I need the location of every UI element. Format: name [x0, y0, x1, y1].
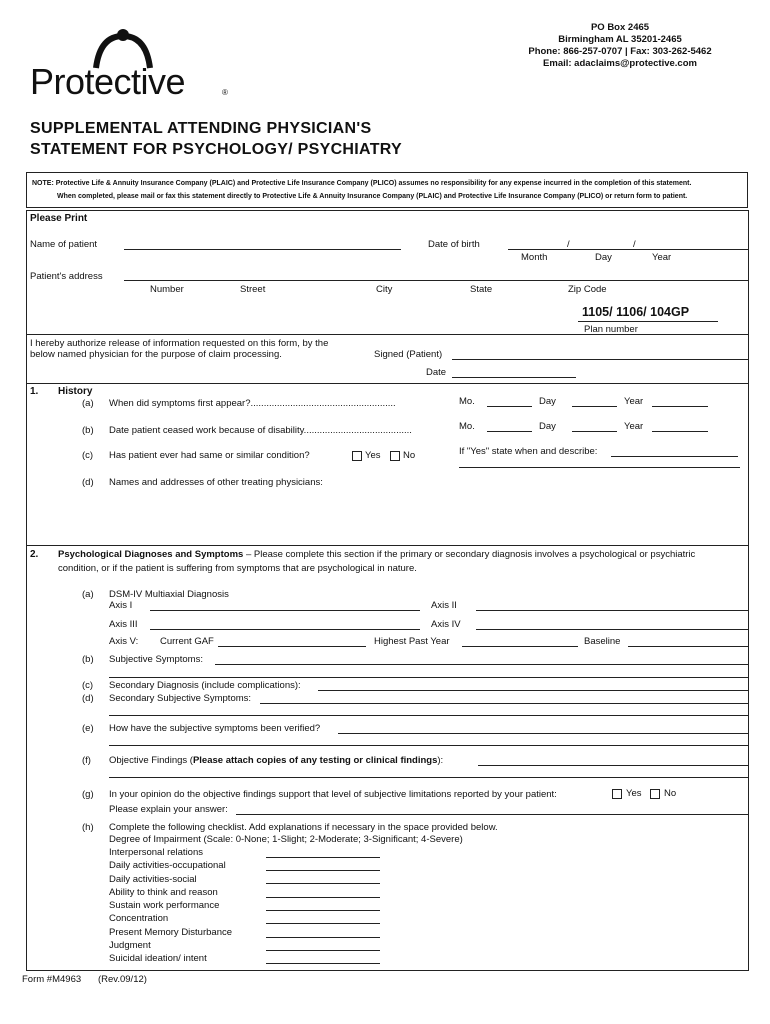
diag-title: Psychological Diagnoses and Symptoms [58, 549, 244, 560]
dob-field[interactable] [508, 249, 748, 250]
history-c-yes-label: Yes [365, 450, 381, 461]
dob-month-caption: Month [521, 252, 548, 263]
axis1-field[interactable] [150, 610, 420, 611]
gaf-label: Current GAF [160, 636, 214, 647]
auth-text-2: below named physician for the purpose of claim processing. [30, 349, 282, 360]
address-phone-fax: Phone: 866-257-0707 | Fax: 303-262-5462 [528, 46, 712, 57]
axis3-field[interactable] [150, 629, 420, 630]
history-title: History [58, 386, 93, 397]
secondary-subjective-label: Secondary Subjective Symptoms: [109, 693, 252, 704]
checklist-items [109, 846, 232, 966]
company-address [520, 22, 720, 70]
secondary-diagnosis-label: Secondary Diagnosis (include complications): [109, 680, 301, 691]
dob-label: Date of birth [428, 239, 480, 250]
opinion-no-label: No [664, 788, 677, 799]
history-b-letter: (b) [82, 425, 94, 436]
subjective-symptoms-field-2[interactable] [109, 677, 748, 678]
axis5-label: Axis V: [109, 636, 139, 647]
plan-code: 1105/ 1106/ 104GP [582, 305, 690, 319]
axis1-label: Axis I [109, 600, 133, 611]
highest-past-year-field[interactable] [462, 646, 578, 647]
address-city: Birmingham AL 35201-2465 [558, 34, 682, 45]
frame-left [26, 210, 27, 970]
history-a-day-field[interactable] [572, 406, 617, 407]
axis2-field[interactable] [476, 610, 748, 611]
plan-number-caption: Plan number [584, 324, 638, 335]
address-zip-caption: Zip Code [568, 284, 607, 295]
history-c-describe-field-1[interactable] [611, 456, 738, 457]
patient-name-label: Name of patient [30, 239, 98, 250]
divider-auth [26, 334, 749, 335]
diag-h-letter: (h) [82, 822, 94, 833]
axis3-label: Axis III [109, 619, 138, 630]
opinion-no-checkbox[interactable] [650, 789, 660, 799]
impairment-scale: Degree of Impairment (Scale: 0-None; 1-Slight; 2-Moderate; 3-Significant; 4-Severe) [109, 834, 463, 845]
patient-address-field[interactable] [124, 280, 748, 281]
history-b-mo-field[interactable] [487, 431, 532, 432]
opinion-question: In your opinion do the objective findings support that level of subjective limitations reported by your patient: [109, 789, 557, 800]
checklist-field[interactable] [266, 963, 380, 964]
history-c-yes-checkbox[interactable] [352, 451, 362, 461]
diag-g-letter: (g) [82, 789, 94, 800]
objective-findings-field[interactable] [478, 765, 748, 766]
address-street-caption: Street [240, 284, 266, 295]
form-revision: (Rev.09/12) [98, 974, 147, 985]
checklist-field[interactable] [266, 923, 380, 924]
highest-past-year-label: Highest Past Year [374, 636, 450, 647]
history-a-year-field[interactable] [652, 406, 708, 407]
checklist-field[interactable] [266, 857, 380, 858]
baseline-label: Baseline [584, 636, 621, 647]
dob-slash-2: / [633, 239, 636, 250]
secondary-subjective-field[interactable] [260, 703, 748, 704]
verified-label: How have the subjective symptoms been verified? [109, 723, 321, 734]
history-c-letter: (c) [82, 450, 94, 461]
form-number: Form #M4963 [22, 974, 82, 985]
dob-slash-1: / [567, 239, 570, 250]
diag-intro-line1 [58, 549, 695, 560]
diag-c-letter: (c) [82, 680, 94, 691]
checklist-field[interactable] [266, 897, 380, 898]
checklist-item: Ability to think and reason [109, 886, 218, 898]
auth-date-label: Date [426, 367, 447, 378]
diag-b-letter: (b) [82, 654, 94, 665]
history-number: 1. [30, 386, 39, 397]
objective-findings-field-2[interactable] [109, 777, 748, 778]
dsm-label: DSM-IV Multiaxial Diagnosis [109, 589, 229, 600]
logo-text: Protective [30, 61, 186, 102]
history-b-text: Date patient ceased work because of disability......................................... [109, 425, 412, 436]
secondary-diagnosis-field[interactable] [318, 690, 748, 691]
opinion-yes-checkbox[interactable] [612, 789, 622, 799]
opinion-yes-label: Yes [626, 788, 642, 799]
frame-bottom [26, 970, 749, 971]
history-c-describe-label: If "Yes" state when and describe: [459, 446, 598, 457]
history-a-letter: (a) [82, 398, 94, 409]
frame-top [26, 210, 749, 211]
history-d-letter: (d) [82, 477, 94, 488]
subjective-symptoms-field[interactable] [215, 664, 748, 665]
history-a-year-label: Year [624, 396, 644, 407]
secondary-subjective-field-2[interactable] [109, 715, 748, 716]
patient-name-field[interactable] [124, 249, 401, 250]
auth-date-field[interactable] [452, 377, 576, 378]
auth-text-1: I hereby authorize release of information requested on this form, by the [30, 338, 329, 349]
verified-field-2[interactable] [109, 745, 748, 746]
checklist-field[interactable] [266, 883, 380, 884]
history-a-mo-label: Mo. [459, 396, 475, 407]
explain-answer-label: Please explain your answer: [109, 804, 228, 815]
plan-number-line [578, 321, 718, 322]
diag-intro-line2: condition, or if the patient is suffering from symptoms that are psychological in nature. [58, 563, 417, 574]
form-title-line2: STATEMENT FOR PSYCHOLOGY/ PSYCHIATRY [30, 141, 403, 158]
dob-day-caption: Day [595, 252, 612, 263]
diag-a-letter: (a) [82, 589, 94, 600]
history-b-year-field[interactable] [652, 431, 708, 432]
signature-field[interactable] [452, 359, 748, 360]
address-number-caption: Number [150, 284, 184, 295]
history-d-text: Names and addresses of other treating physicians: [109, 477, 323, 488]
baseline-field[interactable] [628, 646, 748, 647]
checklist-item: Present Memory Disturbance [109, 926, 233, 938]
history-c-text: Has patient ever had same or similar condition? [109, 450, 310, 461]
history-b-mo-label: Mo. [459, 421, 475, 432]
checklist-item: Sustain work performance [109, 900, 220, 912]
axis2-label: Axis II [431, 600, 457, 611]
form-title-line1: SUPPLEMENTAL ATTENDING PHYSICIAN'S [30, 120, 372, 137]
checklist-item: Judgment [109, 940, 151, 952]
address-city-caption: City [376, 284, 393, 295]
checklist-field[interactable] [266, 937, 380, 938]
divider-diagnoses [26, 545, 749, 546]
address-po-box: PO Box 2465 [590, 22, 650, 33]
objective-findings-instruction: Please attach copies of any testing or clinical findings [192, 755, 438, 766]
history-a-day-label: Day [539, 396, 556, 407]
history-b-day-field[interactable] [572, 431, 617, 432]
diag-f-letter: (f) [82, 755, 91, 766]
explain-answer-field[interactable] [236, 814, 748, 815]
verified-field[interactable] [338, 733, 748, 734]
address-email: Email: adaclaims@protective.com [543, 58, 697, 69]
history-c-no-checkbox[interactable] [390, 451, 400, 461]
axis4-label: Axis IV [431, 619, 461, 630]
note-line2: When completed, please mail or fax this statement directly to Protective Life & Annuity Insurance Company (PLAIC) and Protective Life Insurance Company (PLICO) or return form to patient. [57, 193, 688, 200]
checklist-item: Suicidal ideation/ intent [109, 953, 207, 965]
signed-patient-label: Signed (Patient) [374, 349, 443, 360]
checklist-instruction: Complete the following checklist. Add explanations if necessary in the space provided below. [109, 822, 498, 833]
axis4-field[interactable] [476, 629, 748, 630]
history-b-day-label: Day [539, 421, 556, 432]
form-title [30, 118, 402, 160]
checklist-field[interactable] [266, 910, 380, 911]
history-b-year-label: Year [624, 421, 644, 432]
patient-address-label: Patient's address [30, 271, 103, 282]
checklist-field[interactable] [266, 870, 380, 871]
diag-intro-text: – Please complete this section if the primary or secondary diagnosis involves a psychological or psychiatric [243, 549, 696, 560]
diag-e-letter: (e) [82, 723, 94, 734]
checklist-item: Concentration [109, 913, 169, 925]
dob-year-caption: Year [652, 252, 672, 263]
objective-findings-colon: ): [437, 755, 444, 766]
checklist-item: Daily activities-social [109, 873, 197, 885]
objective-findings-label [109, 755, 443, 766]
checklist-item: Interpersonal relations [109, 847, 203, 858]
please-print-label: Please Print [30, 213, 88, 224]
address-state-caption: State [470, 284, 493, 295]
objective-findings-text: Objective Findings ( [109, 755, 193, 766]
checklist-field[interactable] [266, 950, 380, 951]
diag-number: 2. [30, 549, 39, 560]
logo-registered-mark: ® [222, 88, 228, 97]
history-a-mo-field[interactable] [487, 406, 532, 407]
history-c-describe-field-2[interactable] [459, 467, 740, 468]
checklist-item: Daily activities-occupational [109, 860, 226, 872]
divider-history [26, 383, 749, 384]
diag-d-letter: (d) [82, 693, 94, 704]
note-line1: NOTE: Protective Life & Annuity Insurance Company (PLAIC) and Protective Life Insurance Company (PLICO) assumes no responsibility for any expense incurred in the completion of this statement. [32, 180, 692, 187]
history-c-no-label: No [403, 450, 416, 461]
subjective-symptoms-label: Subjective Symptoms: [109, 654, 203, 665]
frame-right [748, 210, 749, 970]
history-a-text: When did symptoms first appear?....................................................... [109, 398, 396, 409]
gaf-field[interactable] [218, 646, 366, 647]
